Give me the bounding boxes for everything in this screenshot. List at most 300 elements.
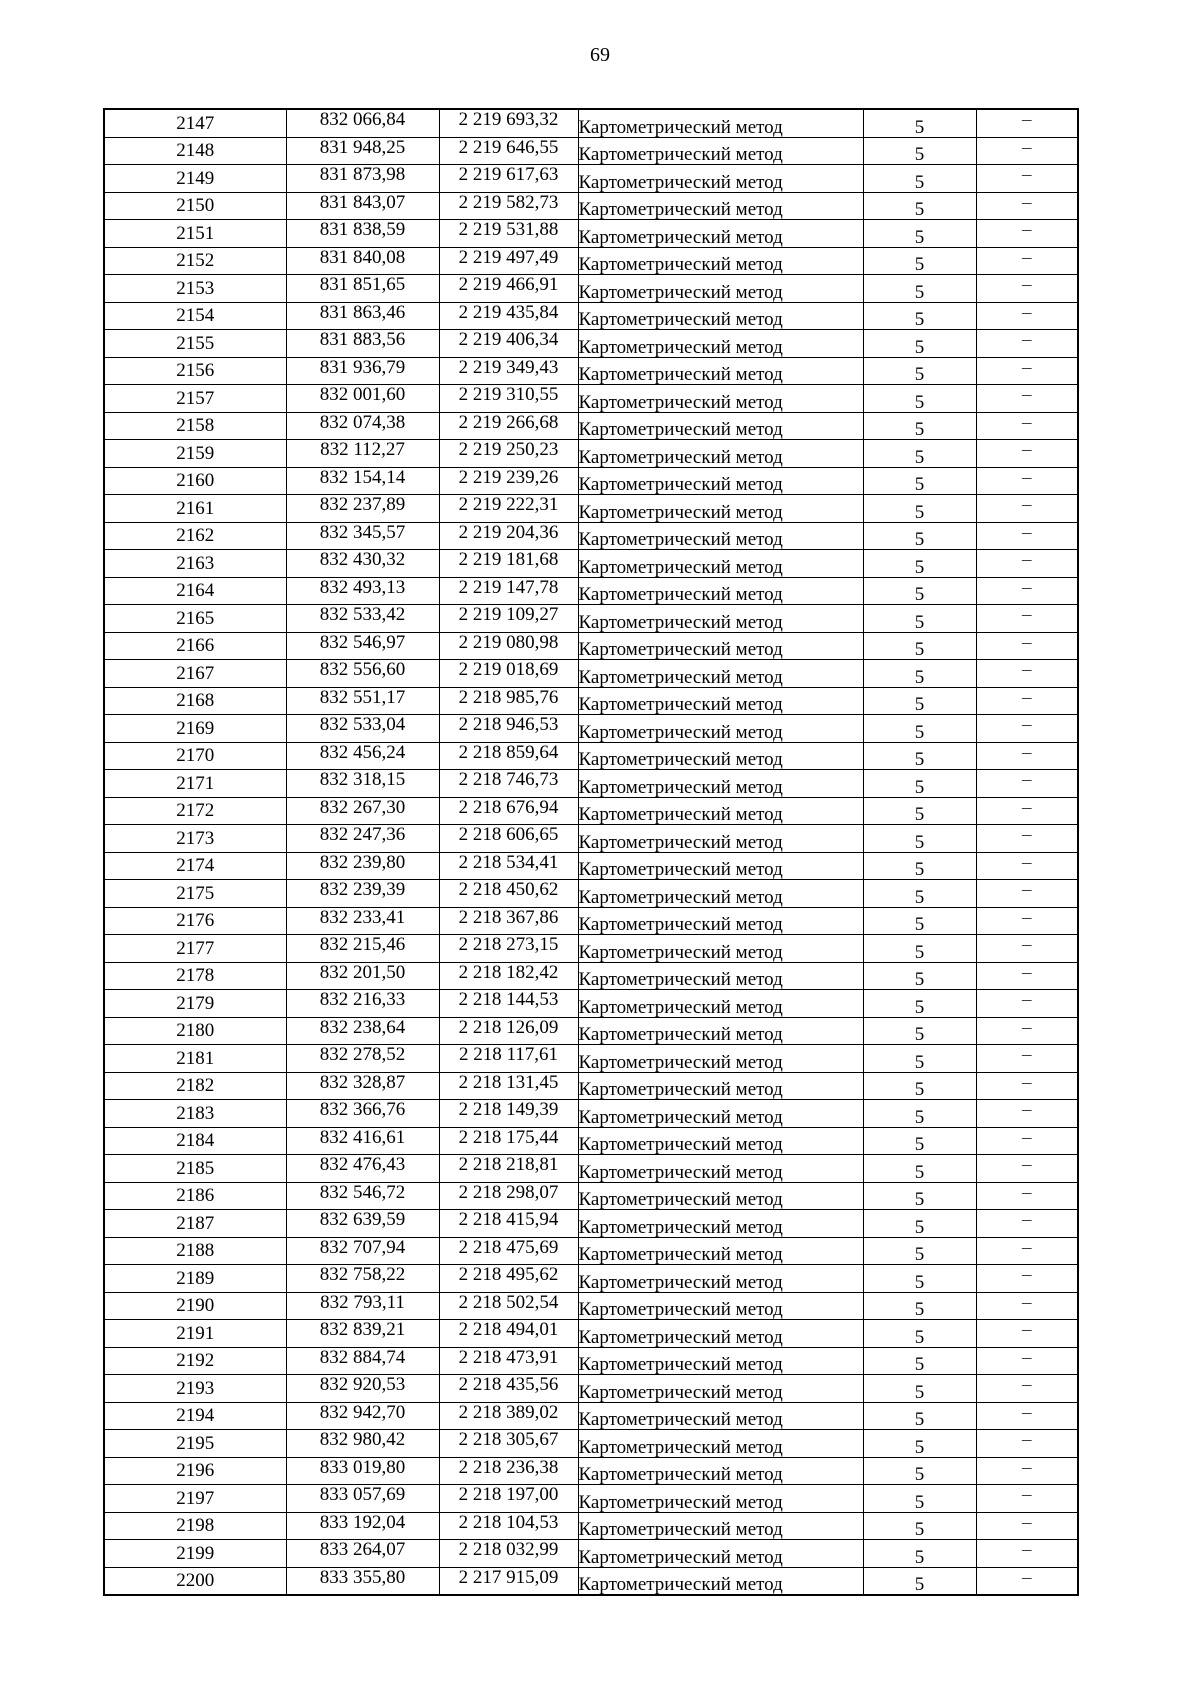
x-coordinate-cell: 832 639,59	[286, 1210, 439, 1238]
accuracy-cell: 5	[863, 1567, 976, 1595]
note-cell: –	[976, 109, 1078, 137]
y-coordinate-cell: 2 219 617,63	[439, 165, 578, 193]
y-coordinate-cell: 2 218 746,73	[439, 770, 578, 798]
accuracy-cell: 5	[863, 165, 976, 193]
method-cell: Картометрический метод	[578, 1127, 863, 1155]
x-coordinate-cell: 832 074,38	[286, 412, 439, 440]
note-cell: –	[976, 1182, 1078, 1210]
table-row	[104, 797, 1078, 825]
point-number-cell: 2162	[104, 522, 286, 550]
note-cell: –	[976, 1045, 1078, 1073]
point-number-cell: 2175	[104, 880, 286, 908]
method-cell: Картометрический метод	[578, 109, 863, 137]
y-coordinate-cell: 2 219 466,91	[439, 275, 578, 303]
table-row	[104, 1100, 1078, 1128]
accuracy-cell: 5	[863, 1402, 976, 1430]
point-number-cell: 2196	[104, 1457, 286, 1485]
accuracy-cell: 5	[863, 632, 976, 660]
point-number-cell: 2186	[104, 1182, 286, 1210]
table-row	[104, 1375, 1078, 1403]
accuracy-cell: 5	[863, 577, 976, 605]
table-row	[104, 1072, 1078, 1100]
method-cell: Картометрический метод	[578, 550, 863, 578]
x-coordinate-cell: 831 851,65	[286, 275, 439, 303]
x-coordinate-cell: 832 551,17	[286, 687, 439, 715]
method-cell: Картометрический метод	[578, 522, 863, 550]
y-coordinate-cell: 2 219 204,36	[439, 522, 578, 550]
accuracy-cell: 5	[863, 220, 976, 248]
y-coordinate-cell: 2 219 582,73	[439, 192, 578, 220]
accuracy-cell: 5	[863, 880, 976, 908]
table-row	[104, 165, 1078, 193]
x-coordinate-cell: 832 001,60	[286, 385, 439, 413]
method-cell: Картометрический метод	[578, 192, 863, 220]
table-row	[104, 1292, 1078, 1320]
note-cell: –	[976, 412, 1078, 440]
point-number-cell: 2180	[104, 1017, 286, 1045]
method-cell: Картометрический метод	[578, 1540, 863, 1568]
point-number-cell: 2168	[104, 687, 286, 715]
accuracy-cell: 5	[863, 247, 976, 275]
y-coordinate-cell: 2 218 126,09	[439, 1017, 578, 1045]
y-coordinate-cell: 2 218 298,07	[439, 1182, 578, 1210]
y-coordinate-cell: 2 218 450,62	[439, 880, 578, 908]
accuracy-cell: 5	[863, 1210, 976, 1238]
table-row	[104, 302, 1078, 330]
accuracy-cell: 5	[863, 1072, 976, 1100]
point-number-cell: 2165	[104, 605, 286, 633]
point-number-cell: 2182	[104, 1072, 286, 1100]
y-coordinate-cell: 2 218 236,38	[439, 1457, 578, 1485]
point-number-cell: 2184	[104, 1127, 286, 1155]
method-cell: Картометрический метод	[578, 1100, 863, 1128]
table-row	[104, 412, 1078, 440]
accuracy-cell: 5	[863, 907, 976, 935]
y-coordinate-cell: 2 218 494,01	[439, 1320, 578, 1348]
y-coordinate-cell: 2 219 693,32	[439, 109, 578, 137]
note-cell: –	[976, 742, 1078, 770]
note-cell: –	[976, 1457, 1078, 1485]
method-cell: Картометрический метод	[578, 275, 863, 303]
note-cell: –	[976, 137, 1078, 165]
note-cell: –	[976, 275, 1078, 303]
y-coordinate-cell: 2 218 495,62	[439, 1265, 578, 1293]
y-coordinate-cell: 2 218 144,53	[439, 990, 578, 1018]
table-row	[104, 275, 1078, 303]
x-coordinate-cell: 832 237,89	[286, 495, 439, 523]
point-number-cell: 2195	[104, 1430, 286, 1458]
point-number-cell: 2156	[104, 357, 286, 385]
note-cell: –	[976, 1512, 1078, 1540]
table-row	[104, 137, 1078, 165]
table-row	[104, 1182, 1078, 1210]
y-coordinate-cell: 2 218 197,00	[439, 1485, 578, 1513]
note-cell: –	[976, 357, 1078, 385]
x-coordinate-cell: 831 838,59	[286, 220, 439, 248]
method-cell: Картометрический метод	[578, 990, 863, 1018]
accuracy-cell: 5	[863, 1182, 976, 1210]
table-row	[104, 962, 1078, 990]
table-row	[104, 935, 1078, 963]
note-cell: –	[976, 1017, 1078, 1045]
method-cell: Картометрический метод	[578, 687, 863, 715]
table-row	[104, 495, 1078, 523]
x-coordinate-cell: 832 942,70	[286, 1402, 439, 1430]
point-number-cell: 2181	[104, 1045, 286, 1073]
point-number-cell: 2177	[104, 935, 286, 963]
x-coordinate-cell: 832 793,11	[286, 1292, 439, 1320]
accuracy-cell: 5	[863, 797, 976, 825]
method-cell: Картометрический метод	[578, 137, 863, 165]
x-coordinate-cell: 832 066,84	[286, 109, 439, 137]
y-coordinate-cell: 2 218 502,54	[439, 1292, 578, 1320]
table-row	[104, 687, 1078, 715]
coordinates-table-body	[104, 109, 1078, 1595]
method-cell: Картометрический метод	[578, 1155, 863, 1183]
method-cell: Картометрический метод	[578, 632, 863, 660]
table-row	[104, 1210, 1078, 1238]
accuracy-cell: 5	[863, 1375, 976, 1403]
point-number-cell: 2192	[104, 1347, 286, 1375]
method-cell: Картометрический метод	[578, 742, 863, 770]
method-cell: Картометрический метод	[578, 1375, 863, 1403]
point-number-cell: 2174	[104, 852, 286, 880]
method-cell: Картометрический метод	[578, 660, 863, 688]
method-cell: Картометрический метод	[578, 577, 863, 605]
x-coordinate-cell: 832 215,46	[286, 935, 439, 963]
accuracy-cell: 5	[863, 302, 976, 330]
accuracy-cell: 5	[863, 550, 976, 578]
table-row	[104, 1402, 1078, 1430]
x-coordinate-cell: 831 873,98	[286, 165, 439, 193]
coordinates-table	[103, 108, 1079, 1596]
accuracy-cell: 5	[863, 357, 976, 385]
point-number-cell: 2171	[104, 770, 286, 798]
point-number-cell: 2188	[104, 1237, 286, 1265]
x-coordinate-cell: 832 328,87	[286, 1072, 439, 1100]
y-coordinate-cell: 2 219 109,27	[439, 605, 578, 633]
note-cell: –	[976, 495, 1078, 523]
x-coordinate-cell: 832 546,97	[286, 632, 439, 660]
point-number-cell: 2164	[104, 577, 286, 605]
y-coordinate-cell: 2 218 415,94	[439, 1210, 578, 1238]
table-row	[104, 1485, 1078, 1513]
y-coordinate-cell: 2 219 147,78	[439, 577, 578, 605]
point-number-cell: 2167	[104, 660, 286, 688]
point-number-cell: 2154	[104, 302, 286, 330]
accuracy-cell: 5	[863, 1127, 976, 1155]
note-cell: –	[976, 220, 1078, 248]
y-coordinate-cell: 2 218 435,56	[439, 1375, 578, 1403]
accuracy-cell: 5	[863, 440, 976, 468]
method-cell: Картометрический метод	[578, 1182, 863, 1210]
method-cell: Картометрический метод	[578, 605, 863, 633]
y-coordinate-cell: 2 219 531,88	[439, 220, 578, 248]
x-coordinate-cell: 832 430,32	[286, 550, 439, 578]
x-coordinate-cell: 831 936,79	[286, 357, 439, 385]
accuracy-cell: 5	[863, 495, 976, 523]
y-coordinate-cell: 2 218 859,64	[439, 742, 578, 770]
method-cell: Картометрический метод	[578, 247, 863, 275]
point-number-cell: 2191	[104, 1320, 286, 1348]
method-cell: Картометрический метод	[578, 935, 863, 963]
note-cell: –	[976, 550, 1078, 578]
x-coordinate-cell: 832 239,80	[286, 852, 439, 880]
note-cell: –	[976, 385, 1078, 413]
table-row	[104, 907, 1078, 935]
x-coordinate-cell: 832 980,42	[286, 1430, 439, 1458]
note-cell: –	[976, 605, 1078, 633]
y-coordinate-cell: 2 219 250,23	[439, 440, 578, 468]
note-cell: –	[976, 247, 1078, 275]
accuracy-cell: 5	[863, 1512, 976, 1540]
note-cell: –	[976, 880, 1078, 908]
point-number-cell: 2176	[104, 907, 286, 935]
table-row	[104, 1320, 1078, 1348]
table-row	[104, 1430, 1078, 1458]
table-row	[104, 825, 1078, 853]
point-number-cell: 2185	[104, 1155, 286, 1183]
table-row	[104, 1567, 1078, 1595]
x-coordinate-cell: 832 920,53	[286, 1375, 439, 1403]
x-coordinate-cell: 833 192,04	[286, 1512, 439, 1540]
accuracy-cell: 5	[863, 330, 976, 358]
y-coordinate-cell: 2 219 181,68	[439, 550, 578, 578]
page-number: 69	[590, 44, 610, 66]
table-row	[104, 660, 1078, 688]
point-number-cell: 2183	[104, 1100, 286, 1128]
method-cell: Картометрический метод	[578, 1072, 863, 1100]
x-coordinate-cell: 832 707,94	[286, 1237, 439, 1265]
method-cell: Картометрический метод	[578, 440, 863, 468]
y-coordinate-cell: 2 218 182,42	[439, 962, 578, 990]
note-cell: –	[976, 1485, 1078, 1513]
point-number-cell: 2148	[104, 137, 286, 165]
accuracy-cell: 5	[863, 962, 976, 990]
y-coordinate-cell: 2 219 435,84	[439, 302, 578, 330]
y-coordinate-cell: 2 219 310,55	[439, 385, 578, 413]
note-cell: –	[976, 467, 1078, 495]
y-coordinate-cell: 2 219 222,31	[439, 495, 578, 523]
x-coordinate-cell: 831 948,25	[286, 137, 439, 165]
point-number-cell: 2169	[104, 715, 286, 743]
x-coordinate-cell: 832 201,50	[286, 962, 439, 990]
accuracy-cell: 5	[863, 1320, 976, 1348]
note-cell: –	[976, 990, 1078, 1018]
accuracy-cell: 5	[863, 990, 976, 1018]
y-coordinate-cell: 2 218 606,65	[439, 825, 578, 853]
x-coordinate-cell: 832 533,04	[286, 715, 439, 743]
x-coordinate-cell: 832 112,27	[286, 440, 439, 468]
y-coordinate-cell: 2 219 018,69	[439, 660, 578, 688]
note-cell: –	[976, 825, 1078, 853]
note-cell: –	[976, 632, 1078, 660]
point-number-cell: 2150	[104, 192, 286, 220]
note-cell: –	[976, 165, 1078, 193]
method-cell: Картометрический метод	[578, 495, 863, 523]
x-coordinate-cell: 832 839,21	[286, 1320, 439, 1348]
accuracy-cell: 5	[863, 605, 976, 633]
accuracy-cell: 5	[863, 1540, 976, 1568]
note-cell: –	[976, 1292, 1078, 1320]
note-cell: –	[976, 577, 1078, 605]
note-cell: –	[976, 1155, 1078, 1183]
note-cell: –	[976, 715, 1078, 743]
x-coordinate-cell: 832 233,41	[286, 907, 439, 935]
point-number-cell: 2161	[104, 495, 286, 523]
note-cell: –	[976, 1265, 1078, 1293]
method-cell: Картометрический метод	[578, 1347, 863, 1375]
y-coordinate-cell: 2 218 273,15	[439, 935, 578, 963]
x-coordinate-cell: 833 355,80	[286, 1567, 439, 1595]
accuracy-cell: 5	[863, 1430, 976, 1458]
table-row	[104, 1265, 1078, 1293]
table-row	[104, 550, 1078, 578]
note-cell: –	[976, 687, 1078, 715]
y-coordinate-cell: 2 218 032,99	[439, 1540, 578, 1568]
x-coordinate-cell: 832 366,76	[286, 1100, 439, 1128]
method-cell: Картометрический метод	[578, 1485, 863, 1513]
x-coordinate-cell: 832 758,22	[286, 1265, 439, 1293]
table-row	[104, 880, 1078, 908]
accuracy-cell: 5	[863, 412, 976, 440]
note-cell: –	[976, 935, 1078, 963]
y-coordinate-cell: 2 218 175,44	[439, 1127, 578, 1155]
x-coordinate-cell: 832 416,61	[286, 1127, 439, 1155]
accuracy-cell: 5	[863, 1292, 976, 1320]
y-coordinate-cell: 2 218 149,39	[439, 1100, 578, 1128]
x-coordinate-cell: 832 456,24	[286, 742, 439, 770]
method-cell: Картометрический метод	[578, 1017, 863, 1045]
y-coordinate-cell: 2 219 239,26	[439, 467, 578, 495]
accuracy-cell: 5	[863, 467, 976, 495]
note-cell: –	[976, 1540, 1078, 1568]
method-cell: Картометрический метод	[578, 1292, 863, 1320]
table-row	[104, 220, 1078, 248]
method-cell: Картометрический метод	[578, 825, 863, 853]
table-row	[104, 1155, 1078, 1183]
method-cell: Картометрический метод	[578, 880, 863, 908]
method-cell: Картометрический метод	[578, 1265, 863, 1293]
point-number-cell: 2199	[104, 1540, 286, 1568]
method-cell: Картометрический метод	[578, 1320, 863, 1348]
point-number-cell: 2187	[104, 1210, 286, 1238]
method-cell: Картометрический метод	[578, 412, 863, 440]
method-cell: Картометрический метод	[578, 1045, 863, 1073]
x-coordinate-cell: 832 318,15	[286, 770, 439, 798]
point-number-cell: 2197	[104, 1485, 286, 1513]
method-cell: Картометрический метод	[578, 715, 863, 743]
note-cell: –	[976, 1567, 1078, 1595]
table-row	[104, 742, 1078, 770]
accuracy-cell: 5	[863, 660, 976, 688]
x-coordinate-cell: 831 840,08	[286, 247, 439, 275]
y-coordinate-cell: 2 218 389,02	[439, 1402, 578, 1430]
accuracy-cell: 5	[863, 825, 976, 853]
table-row	[104, 852, 1078, 880]
accuracy-cell: 5	[863, 1017, 976, 1045]
accuracy-cell: 5	[863, 275, 976, 303]
method-cell: Картометрический метод	[578, 165, 863, 193]
note-cell: –	[976, 522, 1078, 550]
table-row	[104, 1237, 1078, 1265]
x-coordinate-cell: 831 843,07	[286, 192, 439, 220]
point-number-cell: 2190	[104, 1292, 286, 1320]
point-number-cell: 2158	[104, 412, 286, 440]
accuracy-cell: 5	[863, 935, 976, 963]
table-row	[104, 1512, 1078, 1540]
note-cell: –	[976, 1402, 1078, 1430]
y-coordinate-cell: 2 218 131,45	[439, 1072, 578, 1100]
method-cell: Картометрический метод	[578, 220, 863, 248]
y-coordinate-cell: 2 218 218,81	[439, 1155, 578, 1183]
point-number-cell: 2189	[104, 1265, 286, 1293]
accuracy-cell: 5	[863, 742, 976, 770]
method-cell: Картометрический метод	[578, 357, 863, 385]
point-number-cell: 2170	[104, 742, 286, 770]
y-coordinate-cell: 2 219 497,49	[439, 247, 578, 275]
accuracy-cell: 5	[863, 109, 976, 137]
x-coordinate-cell: 832 556,60	[286, 660, 439, 688]
point-number-cell: 2179	[104, 990, 286, 1018]
x-coordinate-cell: 831 883,56	[286, 330, 439, 358]
accuracy-cell: 5	[863, 687, 976, 715]
table-row	[104, 440, 1078, 468]
x-coordinate-cell: 832 267,30	[286, 797, 439, 825]
y-coordinate-cell: 2 218 534,41	[439, 852, 578, 880]
y-coordinate-cell: 2 218 305,67	[439, 1430, 578, 1458]
x-coordinate-cell: 832 533,42	[286, 605, 439, 633]
note-cell: –	[976, 1347, 1078, 1375]
note-cell: –	[976, 797, 1078, 825]
note-cell: –	[976, 192, 1078, 220]
x-coordinate-cell: 833 264,07	[286, 1540, 439, 1568]
method-cell: Картометрический метод	[578, 330, 863, 358]
point-number-cell: 2152	[104, 247, 286, 275]
accuracy-cell: 5	[863, 1100, 976, 1128]
table-row	[104, 715, 1078, 743]
method-cell: Картометрический метод	[578, 1210, 863, 1238]
accuracy-cell: 5	[863, 1265, 976, 1293]
note-cell: –	[976, 1100, 1078, 1128]
y-coordinate-cell: 2 219 646,55	[439, 137, 578, 165]
y-coordinate-cell: 2 218 104,53	[439, 1512, 578, 1540]
x-coordinate-cell: 832 154,14	[286, 467, 439, 495]
point-number-cell: 2157	[104, 385, 286, 413]
point-number-cell: 2160	[104, 467, 286, 495]
table-row	[104, 632, 1078, 660]
note-cell: –	[976, 302, 1078, 330]
x-coordinate-cell: 832 493,13	[286, 577, 439, 605]
note-cell: –	[976, 330, 1078, 358]
table-row	[104, 1540, 1078, 1568]
accuracy-cell: 5	[863, 1347, 976, 1375]
point-number-cell: 2159	[104, 440, 286, 468]
note-cell: –	[976, 962, 1078, 990]
x-coordinate-cell: 832 247,36	[286, 825, 439, 853]
table-row	[104, 522, 1078, 550]
x-coordinate-cell: 832 884,74	[286, 1347, 439, 1375]
x-coordinate-cell: 832 238,64	[286, 1017, 439, 1045]
method-cell: Картометрический метод	[578, 852, 863, 880]
x-coordinate-cell: 833 019,80	[286, 1457, 439, 1485]
y-coordinate-cell: 2 218 985,76	[439, 687, 578, 715]
table-row	[104, 1017, 1078, 1045]
table-row	[104, 1457, 1078, 1485]
table-row	[104, 577, 1078, 605]
x-coordinate-cell: 832 239,39	[286, 880, 439, 908]
method-cell: Картометрический метод	[578, 467, 863, 495]
